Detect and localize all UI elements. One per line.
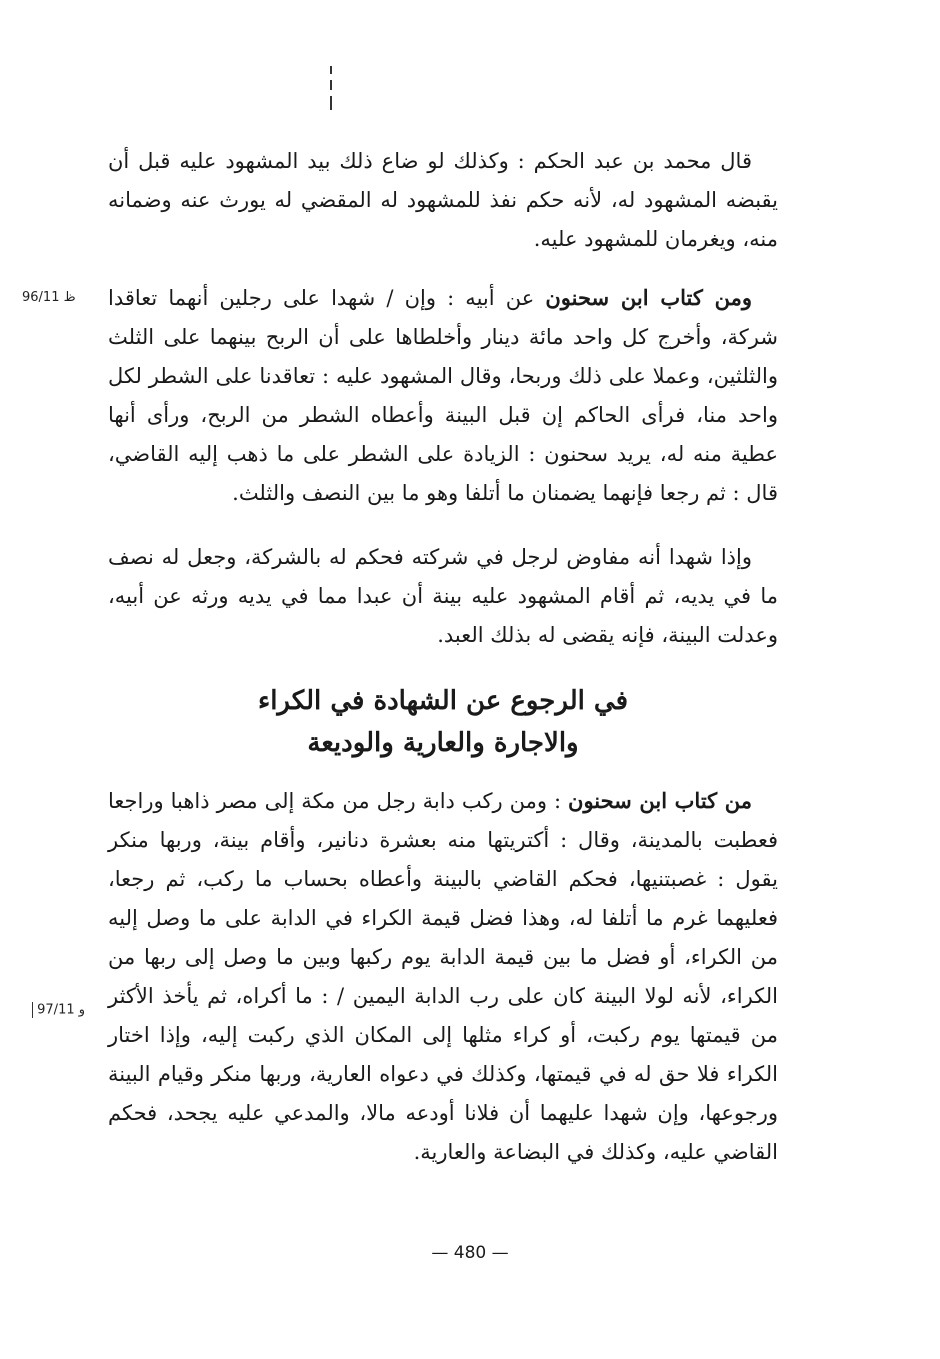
paragraph-3: [108, 538, 778, 655]
paragraph-text: [108, 538, 778, 655]
top-page-marks: [326, 66, 336, 112]
folio-marker-text: 97/11 و: [37, 1002, 86, 1018]
paragraph-text: [108, 142, 778, 259]
paragraph-4: [108, 781, 778, 1172]
folio-marker-text: 96/11 ظ: [22, 290, 76, 305]
folio-marker-97: [30, 1002, 85, 1018]
paragraph-2: [108, 278, 778, 513]
section-heading-line-2: والاجارة والعارية والوديعة: [307, 728, 579, 758]
body-text: : ومن ركب دابة رجل من مكة إلى مصر ذاهبا وراجعا فعطبت بالمدينة، وقال : أكتريتها منه بعشرة دنانير، وأقام بينة، وربها منكر يقول : غصبتنيها، فحكم القاضي بالبينة وأعطاه بحساب ما ركب، ثم رجعا، فعليهما غرم ما أتلفا له، وهذا فضل قيمة الكراء في الدابة على ما وصل إليه من الكراء، أو فضل ما بين قيمة الدابة يوم ركبها وبين ما وصل إلى ربها من الكراء، لأنه لولا البينة كان على رب الدابة اليمين / : ما أكراه، ثم يأخذ الأكثر من قيمتها يوم ركبت، أو كراء مثلها إلى المكان الذي ركبت إليه، وإذا اختار الكراء فلا حق له في قيمتها، وكذلك في دعواه العارية، وربها منكر وقيام البينة ورجوعها، وإن شهدا عليهما أن فلانا أودعه مالا، والمدعي عليه يجحد، فحكم القاضي عليه، وكذلك في البضاعة والعارية.: [108, 789, 778, 1164]
body-text: قال محمد بن عبد الحكم : وكذلك لو ضاع ذلك بيد المشهود عليه قبل أن يقبضه المشهود له، لأنه حكم نفذ للمشهود له المقضي له يورث عنه وضمانه منه، ويغرمان للمشهود عليه.: [108, 149, 778, 251]
paragraph-1: [108, 142, 778, 259]
paragraph-text: [108, 781, 778, 1172]
page-number: — 480 —: [431, 1243, 509, 1263]
body-text: عن أبيه : وإن / شهدا على رجلين أنهما تعاقدا شركة، وأخرج كل واحد مائة دينار وأخلطاها على أن الربح بينهما على الثلث والثلثين، وعملا على ذلك وربحا، وقال المشهود عليه : تعاقدنا على الشطر لكل واحد منا، فرأى الحاكم إن قبل البينة وأعطاه الشطر من الربح، ورأى أنها عطية منه له، يريد سحنون : الزيادة على الشطر على ما ذهب إليه القاضي، قال : ثم رجعا فإنهما يضمنان ما أتلفا وهو ما بين النصف والثلث.: [108, 286, 778, 505]
source-title: من كتاب ابن سحنون: [568, 788, 753, 813]
source-title: ومن كتاب ابن سحنون: [545, 285, 752, 310]
folio-marker-96: [22, 290, 76, 305]
folio-divider: [32, 1002, 33, 1018]
body-text: وإذا شهدا أنه مفاوض لرجل في شركته فحكم له بالشركة، وجعل له نصف ما في يديه، ثم أقام المشهود عليه بينة أن عبدا مما في يديه ورثه عن أبيه، وعدلت البينة، فإنه يقضى له بذلك العبد.: [108, 545, 778, 647]
paragraph-text: [108, 278, 778, 513]
section-heading-line-1: في الرجوع عن الشهادة في الكراء: [257, 686, 629, 716]
